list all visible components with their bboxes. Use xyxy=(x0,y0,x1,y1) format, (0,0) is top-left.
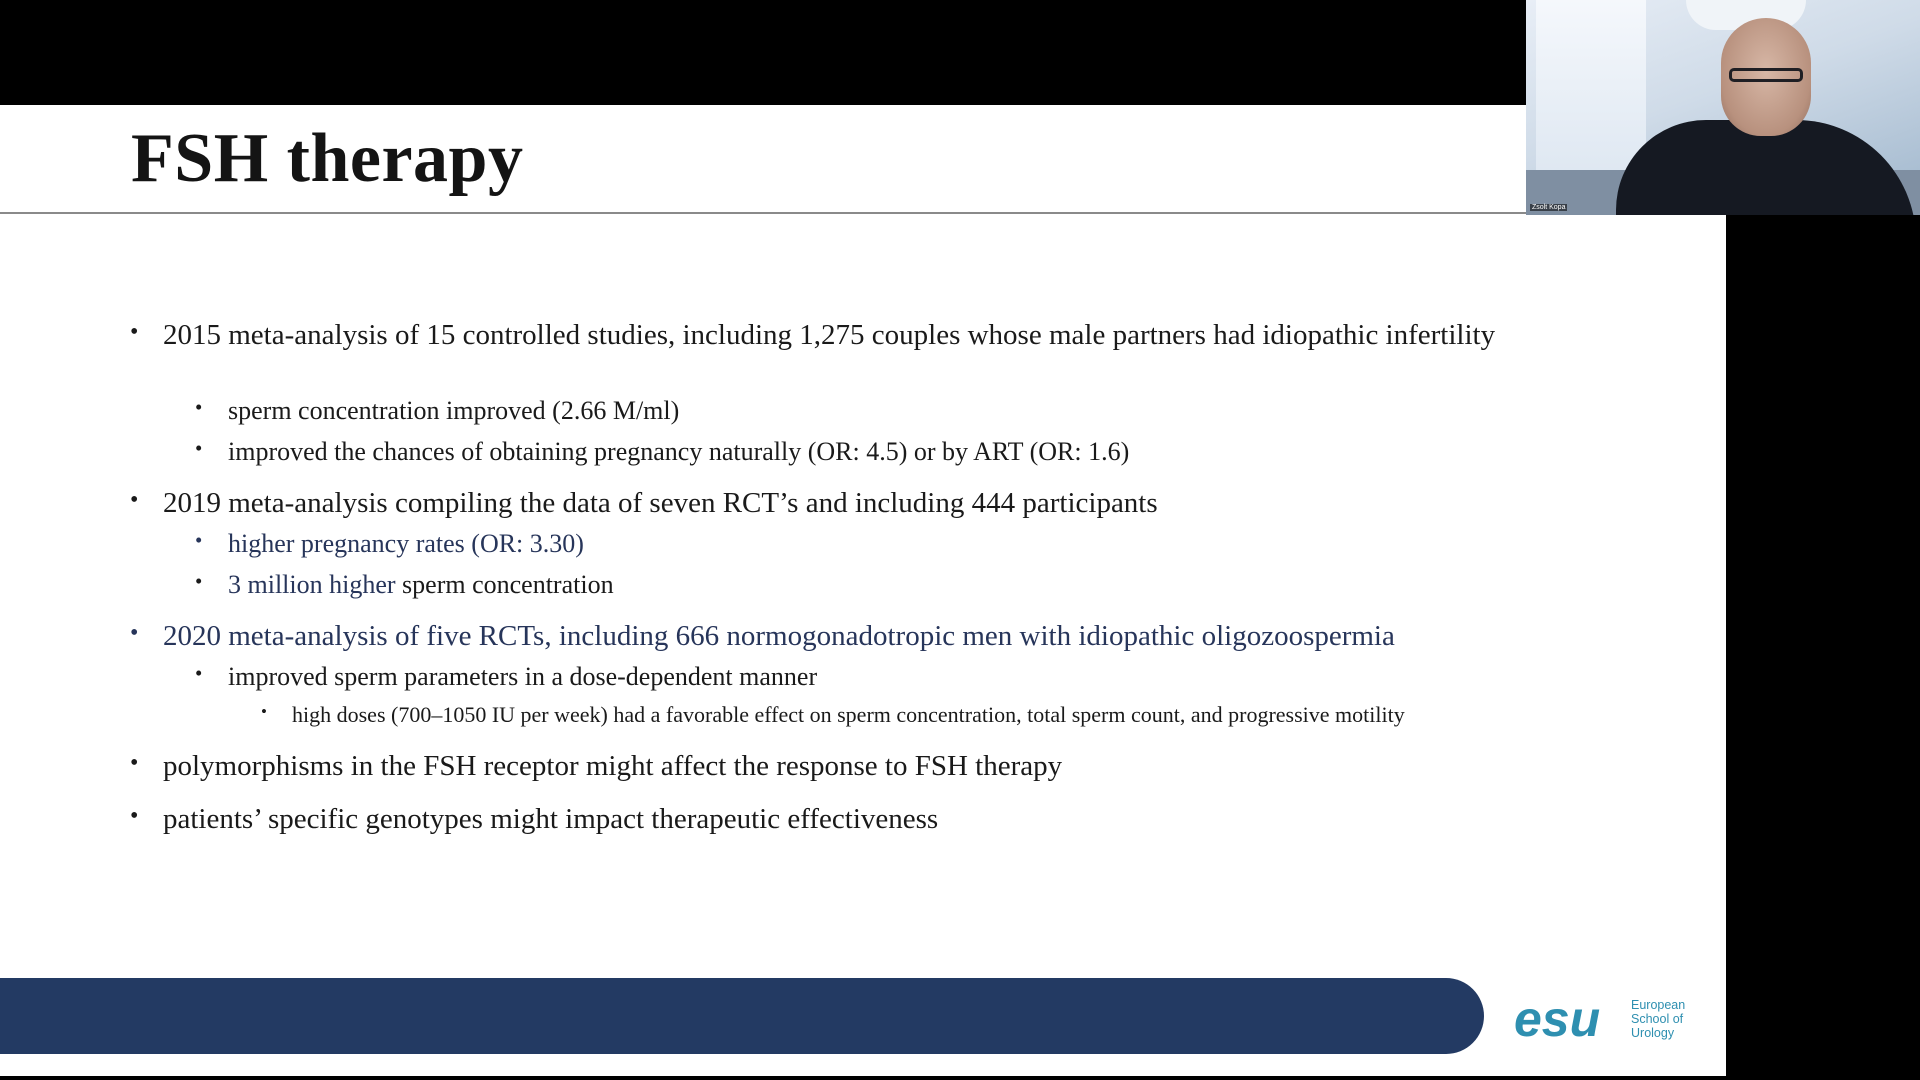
bullet-text-highlight: 3 million higher xyxy=(228,570,396,599)
sub-sub-bullet-item xyxy=(261,702,1592,729)
screen-margin xyxy=(1726,215,1920,1080)
bullet-dot: • xyxy=(195,569,203,593)
bullet-text: sperm concentration improved (2.66 M/ml) xyxy=(228,396,680,425)
webcam-video[interactable] xyxy=(1526,0,1920,215)
bullet-text: 2020 meta-analysis of five RCTs, including 666 normogonadotropic men with idiopathic oligozoospermia xyxy=(163,620,1395,652)
slide xyxy=(0,105,1726,1076)
bullet-text: high doses (700–1050 IU per week) had a favorable effect on sperm concentration, total sperm count, and progressive motility xyxy=(292,702,1405,727)
title-divider xyxy=(0,212,1726,214)
bullet-text: polymorphisms in the FSH receptor might affect the response to FSH therapy xyxy=(163,750,1063,782)
sub-bullet-item xyxy=(195,661,1528,693)
bullet-text: sperm concentration xyxy=(395,570,614,599)
bullet-item xyxy=(130,619,1563,654)
slide-title: FSH therapy xyxy=(131,120,524,197)
bullet-dot: • xyxy=(261,702,267,721)
sub-bullet-item xyxy=(195,528,1528,560)
bullet-text: improved sperm parameters in a dose-dependent manner xyxy=(228,662,818,691)
bullet-text: patients’ specific genotypes might impact therapeutic effectiveness xyxy=(163,803,939,835)
webcam-background-window xyxy=(1536,0,1646,170)
bullet-dot: • xyxy=(130,620,139,646)
bullet-dot: • xyxy=(195,436,203,460)
sub-bullet-item xyxy=(195,569,1528,601)
bullet-dot: • xyxy=(195,528,203,552)
bullet-item xyxy=(130,318,1563,353)
footer-band xyxy=(0,978,1484,1054)
bullet-dot: • xyxy=(130,750,139,776)
bullet-dot: • xyxy=(195,395,203,419)
bullet-dot: • xyxy=(195,661,203,685)
bullet-text: 2015 meta-analysis of 15 controlled studies, including 1,275 couples whose male partners had idiopathic infertility xyxy=(163,319,1496,351)
bullet-dot: • xyxy=(130,487,139,513)
speaker-glasses xyxy=(1729,68,1803,82)
bullet-item xyxy=(130,749,1563,784)
bullet-text: 2019 meta-analysis compiling the data of seven RCT’s and including 444 participants xyxy=(163,487,1158,519)
logo-caption: European School of Urology xyxy=(1631,998,1686,1040)
bullet-text: higher pregnancy rates (OR: 3.30) xyxy=(228,529,584,558)
sub-bullet-item xyxy=(195,436,1528,468)
bullet-dot: • xyxy=(130,319,139,345)
bullet-text: improved the chances of obtaining pregnancy naturally (OR: 4.5) or by ART (OR: 1.6) xyxy=(228,437,1130,466)
bullet-dot: • xyxy=(130,803,139,829)
bullet-item xyxy=(130,486,1563,521)
participant-name-label: Zsolt Kopa xyxy=(1532,204,1566,211)
logo-mark: esu xyxy=(1514,992,1601,1047)
bullet-item xyxy=(130,802,1563,837)
sub-bullet-item xyxy=(195,395,1528,427)
